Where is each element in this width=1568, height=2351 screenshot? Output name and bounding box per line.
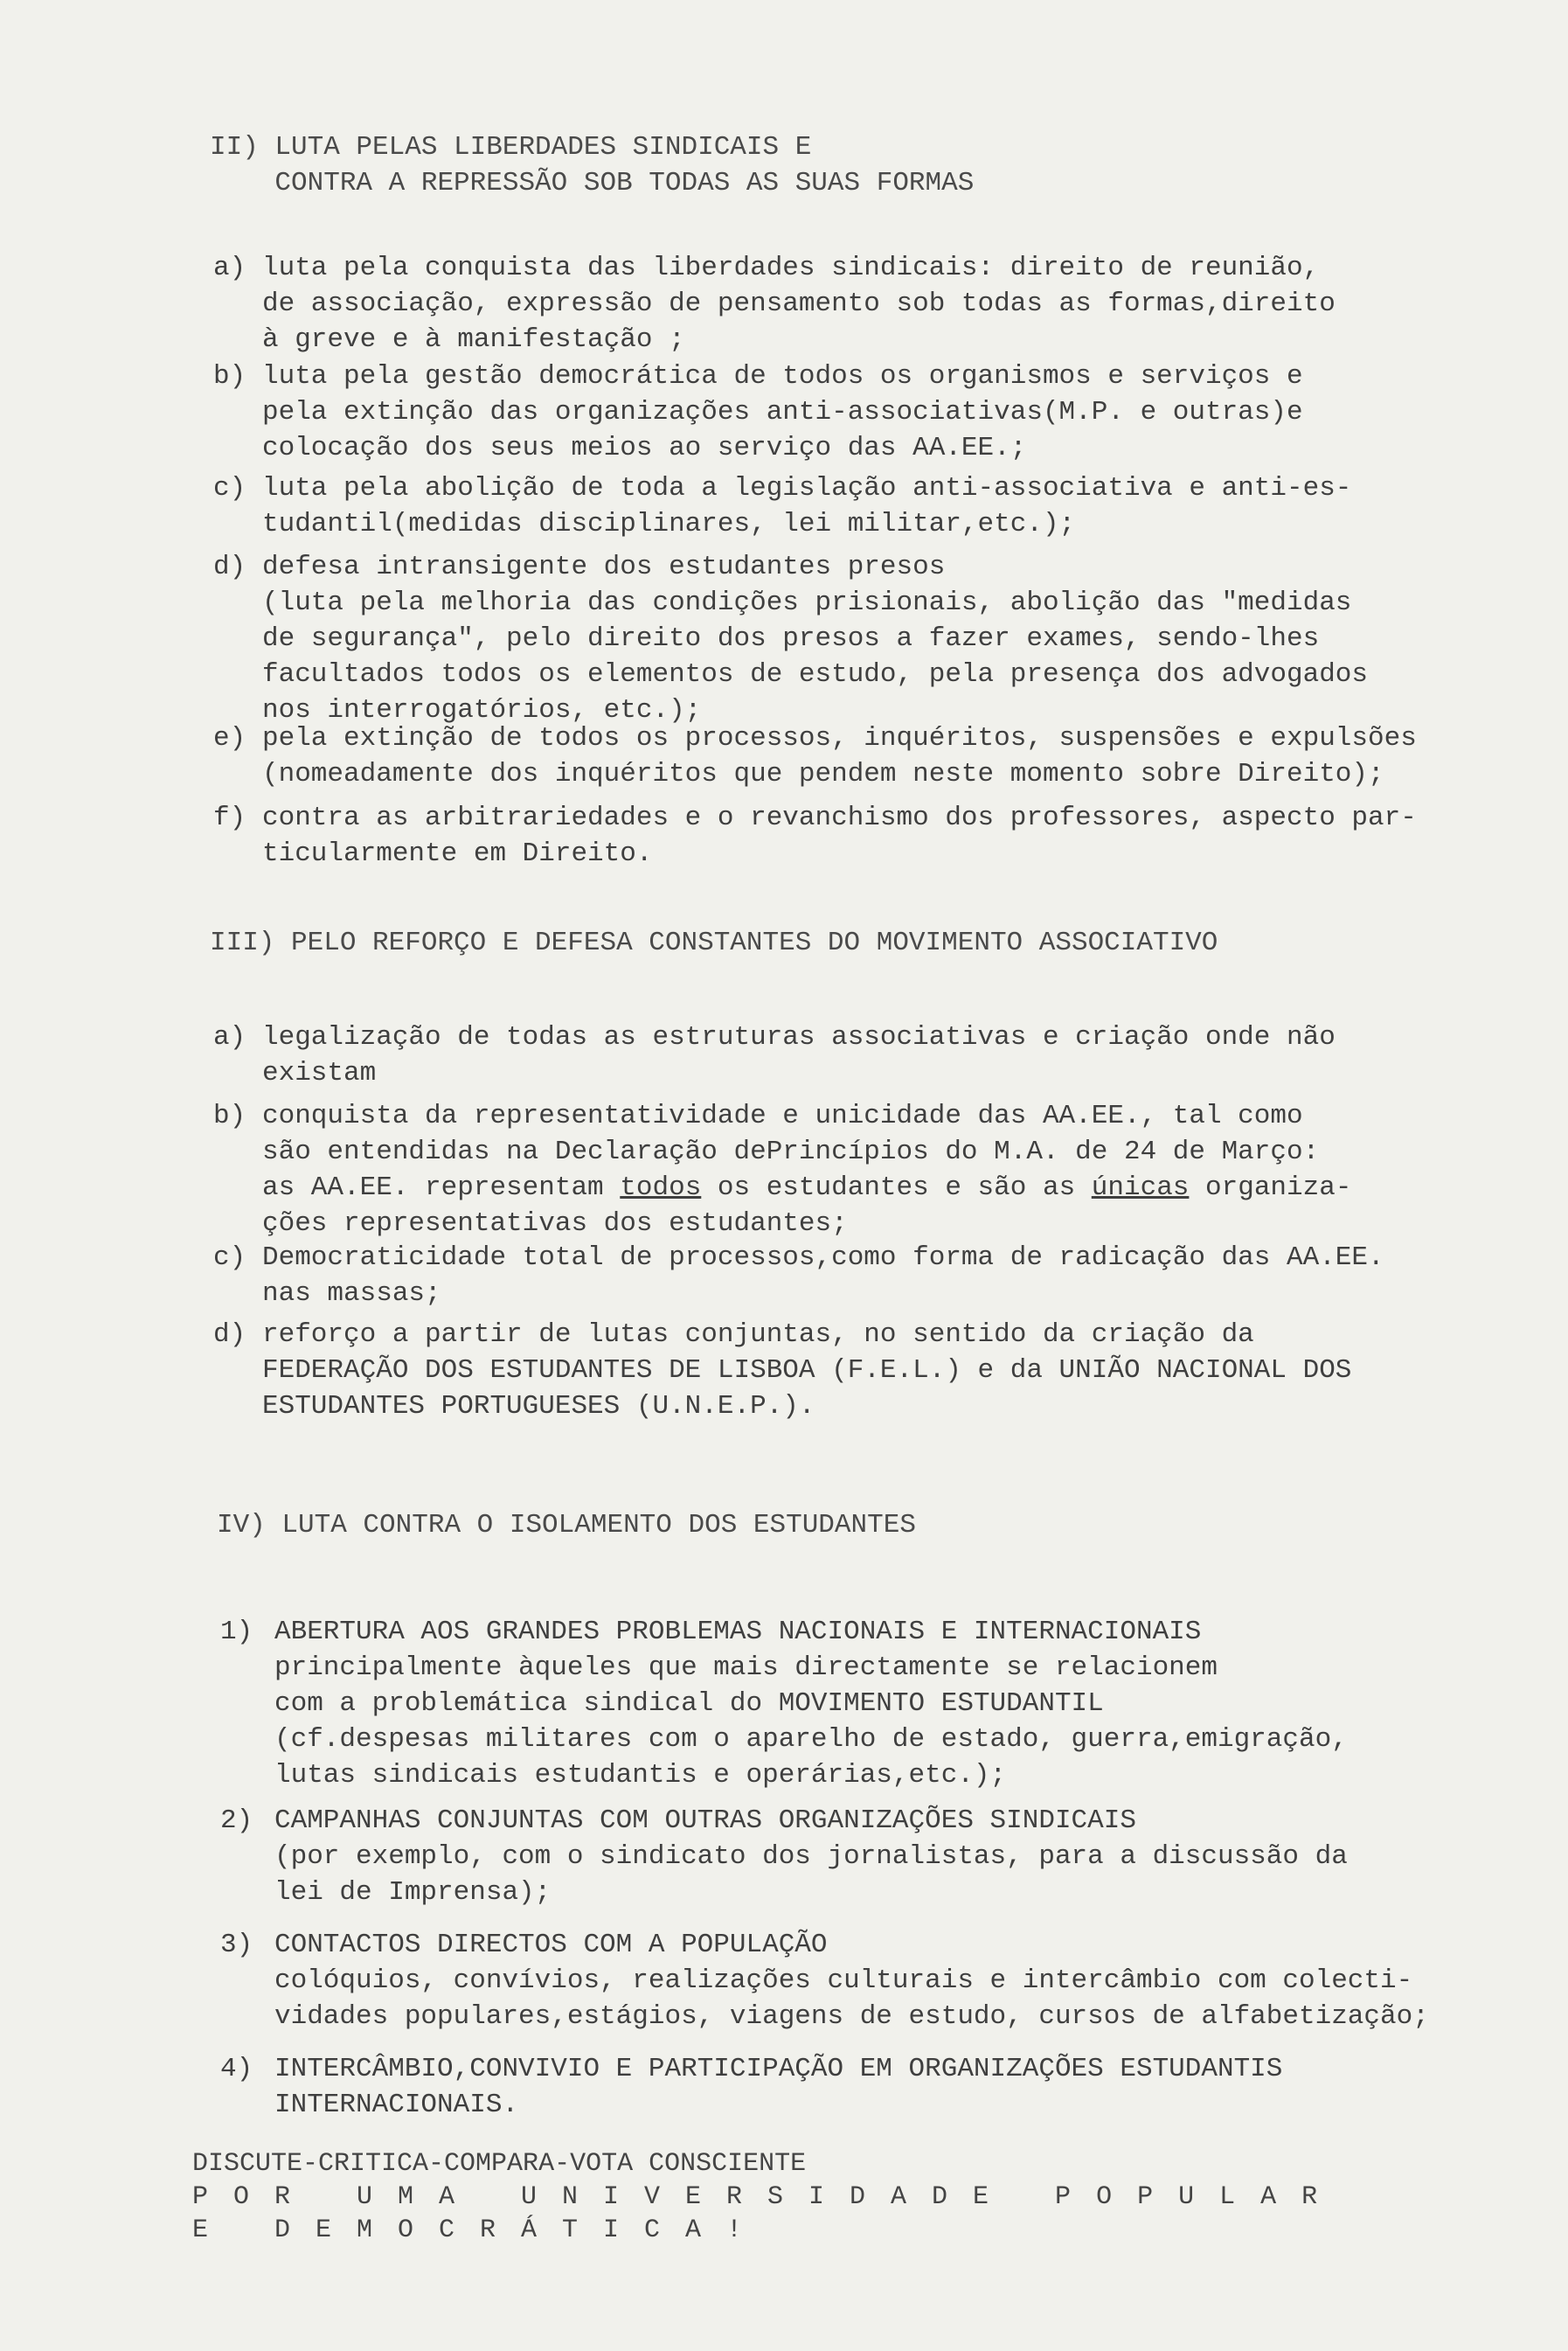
item-line: [262, 1170, 1521, 1206]
slogan-line2: POR UMA UNIVERSIDADE POPULAR: [192, 2182, 1343, 2212]
section-ii-heading-line2: CONTRA A REPRESSÃO SOB TODAS AS SUAS FORMAS: [210, 168, 975, 198]
item-line: legalização de todas as estruturas associativas e criação onde não: [262, 1022, 1336, 1053]
item-line: lei de Imprensa);: [274, 1877, 552, 1908]
item-marker: e): [213, 723, 246, 754]
text-run: os estudantes e são as: [701, 1172, 1092, 1203]
item-line: (luta pela melhoria das condições prisionais, abolição das "medidas: [262, 588, 1352, 618]
item-line: luta pela abolição de toda a legislação anti-associativa e anti-es-: [262, 473, 1352, 504]
item-line: contra as arbitrariedades e o revanchismo dos professores, aspecto par-: [262, 803, 1417, 833]
item-line: pela extinção das organizações anti-associativas(M.P. e outras)e: [262, 397, 1303, 428]
item-line: luta pela conquista das liberdades sindicais: direito de reunião,: [262, 253, 1320, 283]
slogan-line3: E DEMOCRÁTICA!: [192, 2215, 768, 2245]
item-line: (por exemplo, com o sindicato dos jornalistas, para a discussão da: [274, 1841, 1348, 1872]
item-line: colóquios, convívios, realizações culturais e intercâmbio com colecti-: [274, 1965, 1413, 1996]
item-line: ticularmente em Direito.: [262, 838, 653, 869]
section-ii-item-d: [213, 549, 1521, 728]
item-marker: c): [213, 473, 246, 504]
item-marker: 3): [220, 1930, 253, 1960]
text-run: as AA.EE. representam: [262, 1172, 621, 1203]
item-line: CAMPANHAS CONJUNTAS COM OUTRAS ORGANIZAÇÕES SINDICAIS: [274, 1805, 1136, 1836]
underlined-unicas: únicas: [1091, 1172, 1190, 1203]
item-line: reforço a partir de lutas conjuntas, no sentido da criação da: [262, 1319, 1254, 1350]
item-line: conquista da representatividade e unicidade das AA.EE., tal como: [262, 1101, 1303, 1131]
item-marker: a): [213, 1022, 246, 1053]
underlined-todos: todos: [620, 1172, 702, 1203]
section-iv-item-1: [220, 1614, 1533, 1793]
section-iii-item-c: [213, 1240, 1521, 1311]
item-line: (cf.despesas militares com o aparelho de estado, guerra,emigração,: [274, 1724, 1348, 1755]
item-line: lutas sindicais estudantis e operárias,etc.);: [274, 1760, 1007, 1791]
item-line: ções representativas dos estudantes;: [262, 1208, 848, 1239]
item-marker: 1): [220, 1617, 253, 1647]
item-marker: 2): [220, 1805, 253, 1836]
item-marker: b): [213, 361, 246, 392]
section-iv-heading: IV) LUTA CONTRA O ISOLAMENTO DOS ESTUDANTES: [217, 1510, 916, 1541]
section-iii-item-a: [213, 1019, 1521, 1091]
section-iv-item-3: [220, 1927, 1533, 2035]
item-line: pela extinção de todos os processos, inquéritos, suspensões e expulsões: [262, 723, 1417, 754]
item-line: INTERNACIONAIS.: [274, 2090, 519, 2120]
item-line: de segurança", pelo direito dos presos a fazer exames, sendo-lhes: [262, 623, 1320, 654]
item-line: facultados todos os elementos de estudo, pela presença dos advogados: [262, 659, 1369, 690]
item-line: são entendidas na Declaração dePrincípios do M.A. de 24 de Março:: [262, 1137, 1320, 1167]
item-marker: b): [213, 1101, 246, 1131]
item-line: nas massas;: [262, 1278, 441, 1309]
item-line: tudantil(medidas disciplinares, lei militar,etc.);: [262, 509, 1076, 539]
item-line: existam: [262, 1058, 377, 1089]
text-run: organiza-: [1189, 1172, 1352, 1203]
section-iii-heading: III) PELO REFORÇO E DEFESA CONSTANTES DO MOVIMENTO ASSOCIATIVO: [210, 928, 1218, 958]
section-iii-item-b: [213, 1098, 1521, 1242]
item-line: vidades populares,estágios, viagens de estudo, cursos de alfabetização;: [274, 2001, 1429, 2032]
section-ii-heading-line1: II) LUTA PELAS LIBERDADES SINDICAIS E: [210, 132, 812, 163]
item-line: à greve e à manifestação ;: [262, 324, 685, 355]
item-line: ABERTURA AOS GRANDES PROBLEMAS NACIONAIS E INTERNACIONAIS: [274, 1617, 1202, 1647]
item-marker: d): [213, 1319, 246, 1350]
item-line: CONTACTOS DIRECTOS COM A POPULAÇÃO: [274, 1930, 828, 1960]
section-iv-item-2: [220, 1803, 1533, 1910]
item-line: ESTUDANTES PORTUGUESES (U.N.E.P.).: [262, 1391, 815, 1422]
item-line: nos interrogatórios, etc.);: [262, 695, 702, 726]
item-line: defesa intransigente dos estudantes presos: [262, 552, 946, 582]
item-line: FEDERAÇÃO DOS ESTUDANTES DE LISBOA (F.E.L.) e da UNIÃO NACIONAL DOS: [262, 1355, 1352, 1386]
item-marker: 4): [220, 2054, 253, 2084]
item-marker: a): [213, 253, 246, 283]
section-iii-item-d: [213, 1317, 1521, 1424]
item-marker: c): [213, 1242, 246, 1273]
item-marker: d): [213, 552, 246, 582]
section-ii-item-e: [213, 720, 1521, 792]
section-ii-item-a: [213, 250, 1521, 358]
section-iv-item-4: [220, 2051, 1533, 2123]
item-line: principalmente àqueles que mais directamente se relacionem: [274, 1652, 1218, 1683]
slogan-line1: DISCUTE-CRITICA-COMPARA-VOTA CONSCIENTE: [192, 2149, 807, 2179]
item-line: (nomeadamente dos inquéritos que pendem neste momento sobre Direito);: [262, 759, 1384, 789]
item-line: Democraticidade total de processos,como forma de radicação das AA.EE.: [262, 1242, 1384, 1273]
item-line: colocação dos seus meios ao serviço das AA.EE.;: [262, 433, 1027, 463]
item-marker: f): [213, 803, 246, 833]
section-ii-item-b: [213, 358, 1521, 466]
section-ii-item-f: [213, 800, 1521, 872]
item-line: de associação, expressão de pensamento sob todas as formas,direito: [262, 289, 1336, 319]
item-line: com a problemática sindical do MOVIMENTO ESTUDANTIL: [274, 1688, 1104, 1719]
section-ii-heading: [210, 129, 974, 201]
section-ii-item-c: [213, 470, 1521, 542]
item-line: INTERCÂMBIO,CONVIVIO E PARTICIPAÇÃO EM ORGANIZAÇÕES ESTUDANTIS: [274, 2054, 1283, 2084]
item-line: luta pela gestão democrática de todos os organismos e serviços e: [262, 361, 1303, 392]
